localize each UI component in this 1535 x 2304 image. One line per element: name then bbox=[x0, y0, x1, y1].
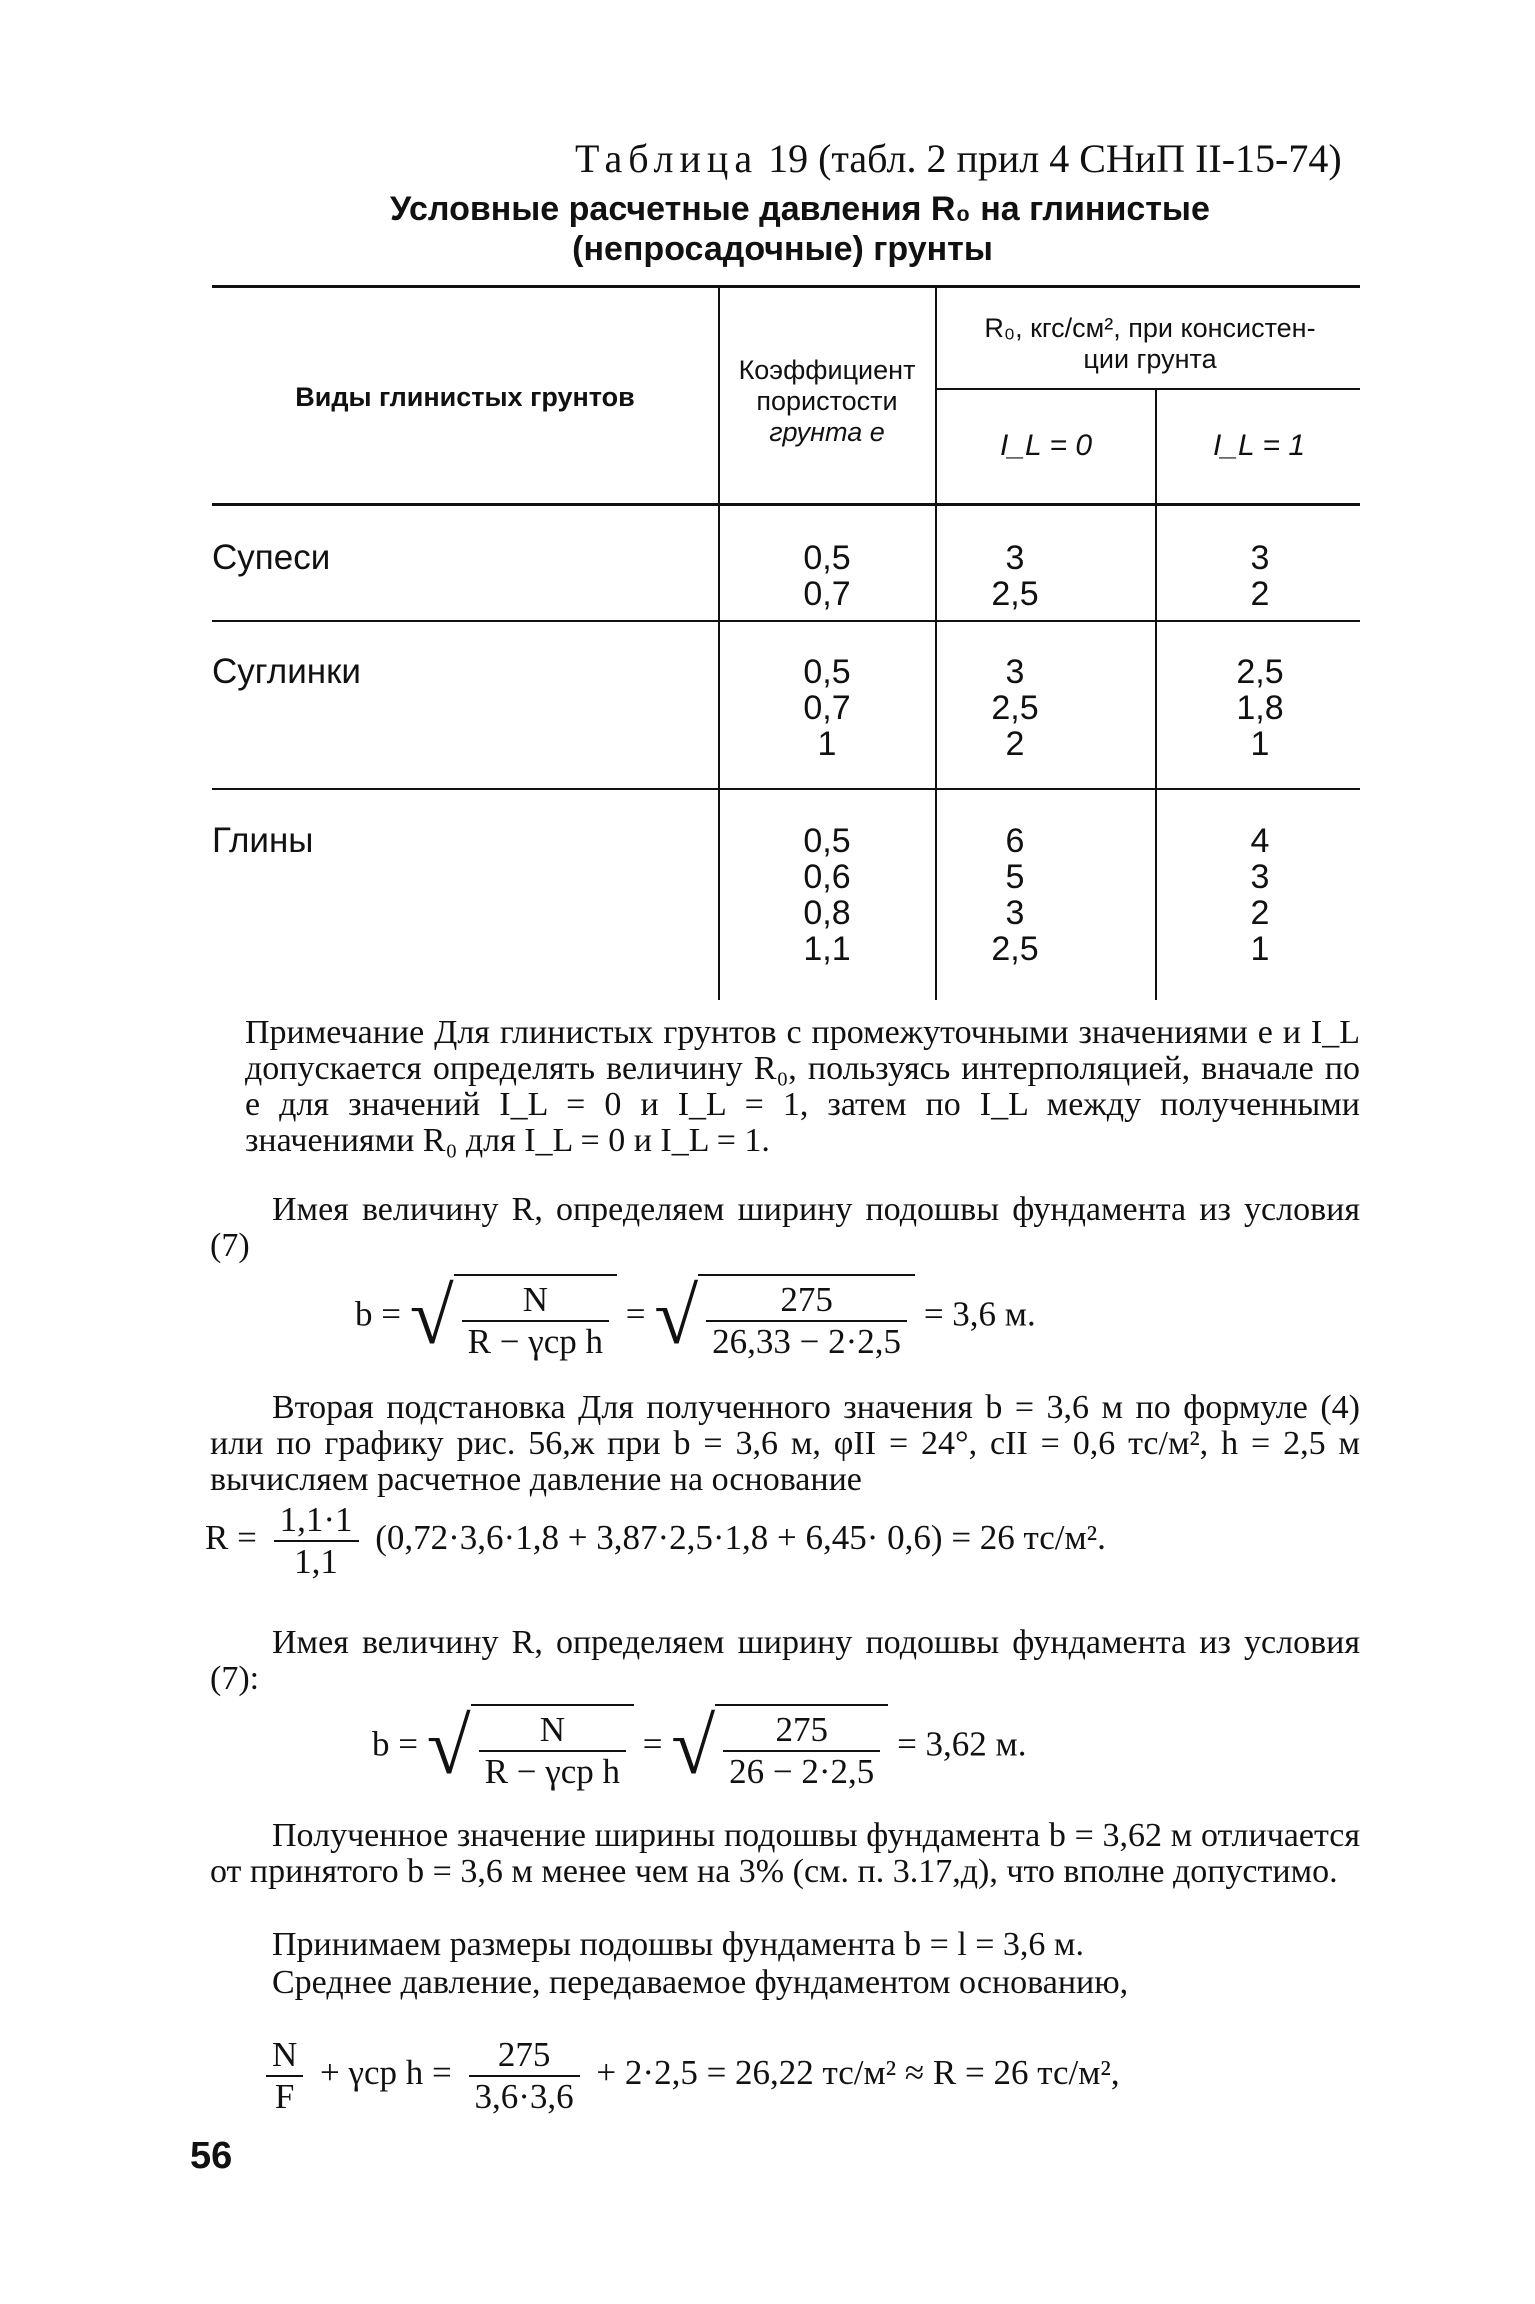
paragraph-6: Среднее давление, передаваемое фундаментом основанию, bbox=[272, 1964, 1129, 2001]
paragraph-3: Имея величину R, определяем ширину подошвы фундамента из условия (7): bbox=[210, 1624, 1360, 1697]
row-supesi-il1: 3 2 bbox=[1250, 539, 1270, 613]
table-caption bbox=[575, 135, 1342, 182]
paragraph-1: Имея величину R, определяем ширину подошвы фундамента из условия (7) bbox=[210, 1191, 1360, 1264]
header-r0: R₀, кгс/см², при консистен- ции грунта bbox=[984, 313, 1316, 374]
paragraph-2: Вторая подстановка Для полученного значения b = 3,6 м по формуле (4) или по графику рис. 56,ж при b = 3,6 м, φII = 24°, cII = 0,6 тс/м², h = 2,5 м вычисляем расчетное давление на основание bbox=[210, 1389, 1360, 1498]
header-il-1: I_L = 1 bbox=[1212, 429, 1306, 462]
paragraph-4: Полученное значение ширины подошвы фундамента b = 3,62 м отличается от принятого b = 3,6 м менее чем на 3% (см. п. 3.17,д), что вполне допустимо. bbox=[210, 1817, 1360, 1890]
row-supesi-il0: 3 2,5 bbox=[991, 539, 1039, 613]
table-row-rule-2 bbox=[212, 788, 1360, 790]
row-name-suglinki: Суглинки bbox=[212, 652, 361, 691]
table-header-rule bbox=[212, 503, 1360, 506]
formula-b-first: b = √ $\frac{N}{\text{R − γср h}}$ = √ $\frac{275}{26,33 - 2\cdot 2,5}$ = 3,6 м. bbox=[355, 1273, 1036, 1361]
row-suglinki-il0: 3 2,5 2 bbox=[991, 653, 1039, 763]
row-suglinki-il1: 2,5 1,8 1 bbox=[1236, 653, 1284, 763]
row-gliny-il0: 6 5 3 2,5 bbox=[991, 822, 1039, 968]
caption-reference: 19 (табл. 2 прил 4 СНиП II-15-74) bbox=[758, 136, 1342, 181]
table-row-rule-1 bbox=[212, 620, 1360, 622]
header-il-0: I_L = 0 bbox=[999, 429, 1093, 462]
formula-average-pressure: $\frac{N}{F}$ + γср h = $\frac{275}{3,6\cdot 3,6}$ + 2·2,5 = 26,22 тс/м² ≈ R = 26 тс/м², bbox=[258, 2035, 1120, 2117]
row-gliny-il1: 4 3 2 1 bbox=[1250, 822, 1270, 968]
row-gliny-porosity: 0,5 0,6 0,8 1,1 bbox=[803, 822, 851, 968]
caption-label: Таблица bbox=[575, 136, 759, 181]
header-porosity: Коэффициент пористости грунта e bbox=[738, 355, 916, 447]
table-subheader-rule bbox=[937, 388, 1360, 390]
table-title-line-1: Условные расчетные давления R₀ на глинистые bbox=[390, 190, 1210, 228]
table-note: Примечание Для глинистых грунтов с промежуточными значениями e и I_L допускается определять величину R₀, пользуясь интерполяцией, вначале по e для значений I_L = 0 и I_L = 1, затем по I_L между полученными значениями R₀ для I_L = 0 и I_L = 1. bbox=[245, 1014, 1360, 1159]
row-name-gliny: Глины bbox=[212, 821, 314, 860]
table-column-rule-2 bbox=[935, 285, 937, 1000]
formula-b-second: b = √ $\frac{N}{\text{R − γср h}}$ = √ $\frac{275}{26 - 2\cdot 2,5}$ = 3,62 м. bbox=[372, 1703, 1027, 1791]
row-supesi-porosity: 0,5 0,7 bbox=[803, 539, 851, 613]
row-suglinki-porosity: 0,5 0,7 1 bbox=[803, 653, 851, 763]
row-name-supesi: Супеси bbox=[212, 538, 331, 577]
table-column-rule-3 bbox=[1155, 390, 1157, 1000]
table-top-rule bbox=[212, 285, 1360, 288]
header-soil-type: Виды глинистых грунтов bbox=[295, 382, 635, 412]
table-title-line-2: (непросадочные) грунты bbox=[572, 230, 993, 268]
page-number: 56 bbox=[190, 2135, 233, 2177]
formula-r: R = $\frac{1,1\cdot 1}{1,1}$ (0,72·3,6·1,8 + 3,87·2,5·1,8 + 6,45· 0,6) = 26 тс/м². bbox=[205, 1500, 1106, 1581]
paragraph-5: Принимаем размеры подошвы фундамента b = l = 3,6 м. bbox=[272, 1926, 1084, 1963]
